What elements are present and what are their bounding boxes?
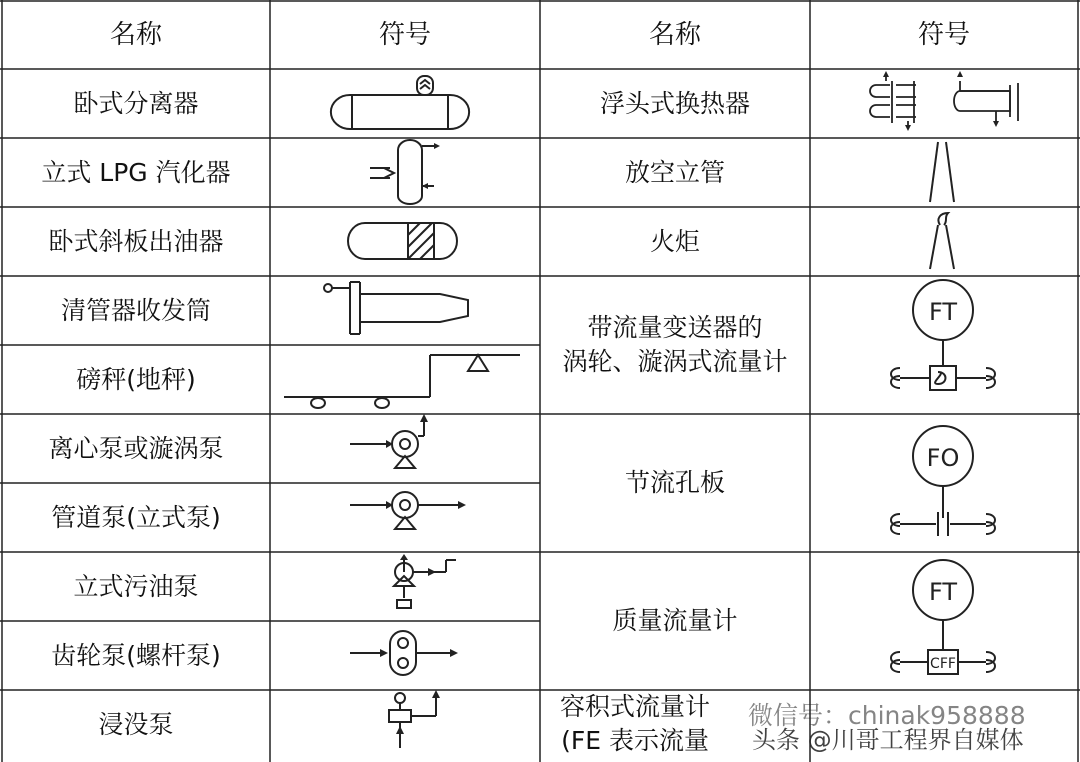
- weighbridge-icon: [270, 345, 540, 414]
- gear-pump-icon: [270, 621, 540, 690]
- floating-head-heat-exchanger-icon: [810, 69, 1078, 138]
- vertical-lpg-vaporizer-icon: [270, 138, 540, 207]
- wechat-watermark: 微信号：chinak958888: [748, 701, 1026, 730]
- row-name-mass-flowmeter: 质量流量计: [612, 606, 738, 635]
- horizontal-inclined-plate-oil-outlet-icon: [270, 207, 540, 276]
- header-symbol-right: 符号: [917, 20, 970, 50]
- tag-cff-text: CFF: [930, 656, 956, 672]
- row-name-vent-stack: 放空立管: [624, 157, 725, 187]
- mass-flowmeter-icon: [810, 552, 1078, 690]
- row-name-lpg-vaporizer: 立式 LPG 汽化器: [41, 157, 231, 187]
- row-name-sump-pump: 立式污油泵: [73, 571, 199, 601]
- row-name-pipeline-pump: 管道泵(立式泵): [51, 502, 221, 532]
- header-symbol-left: 符号: [378, 20, 431, 50]
- pig-launcher-receiver-icon: [270, 276, 540, 345]
- row-name-weighbridge: 磅秤(地秤): [76, 364, 196, 394]
- row-name-gear-pump: 齿轮泵(螺杆泵): [51, 640, 221, 670]
- row-name-turbine-flowmeter: 带流量变送器的 涡轮、漩涡式流量计: [562, 313, 788, 376]
- row-name-pig-launcher: 清管器收发筒: [60, 295, 211, 325]
- tag-ft-mass-text: FT: [928, 578, 958, 606]
- row-name-horizontal-separator: 卧式分离器: [73, 88, 199, 118]
- header-name-left: 名称: [109, 20, 162, 50]
- orifice-plate-icon: [810, 414, 1078, 552]
- row-name-submerged-pump: 浸没泵: [98, 709, 174, 739]
- centrifugal-pump-icon: [270, 414, 540, 483]
- vent-stack-icon: [810, 138, 1078, 207]
- vertical-sump-pump-icon: [270, 552, 540, 621]
- row-name-pd-flowmeter: 容积式流量计 (FE 表示流量: [560, 692, 711, 755]
- row-name-flare: 火炬: [649, 226, 700, 256]
- row-name-centrifugal-pump: 离心泵或漩涡泵: [48, 433, 224, 463]
- header-name-right: 名称: [648, 20, 701, 50]
- submerged-pump-icon: [270, 690, 540, 759]
- row-name-inclined-plate: 卧式斜板出油器: [48, 226, 224, 256]
- pipeline-pump-icon: [270, 483, 540, 552]
- tag-ft-text: FT: [928, 298, 958, 326]
- row-name-heat-exchanger: 浮头式换热器: [599, 88, 750, 118]
- tag-fo-text: FO: [926, 444, 960, 472]
- toutiao-watermark: 头条 @川哥工程界自媒体: [752, 726, 1024, 754]
- turbine-flowmeter-icon: [810, 276, 1078, 414]
- row-name-orifice-plate: 节流孔板: [624, 468, 725, 497]
- horizontal-separator-icon: [270, 69, 540, 138]
- flare-icon: [810, 207, 1078, 276]
